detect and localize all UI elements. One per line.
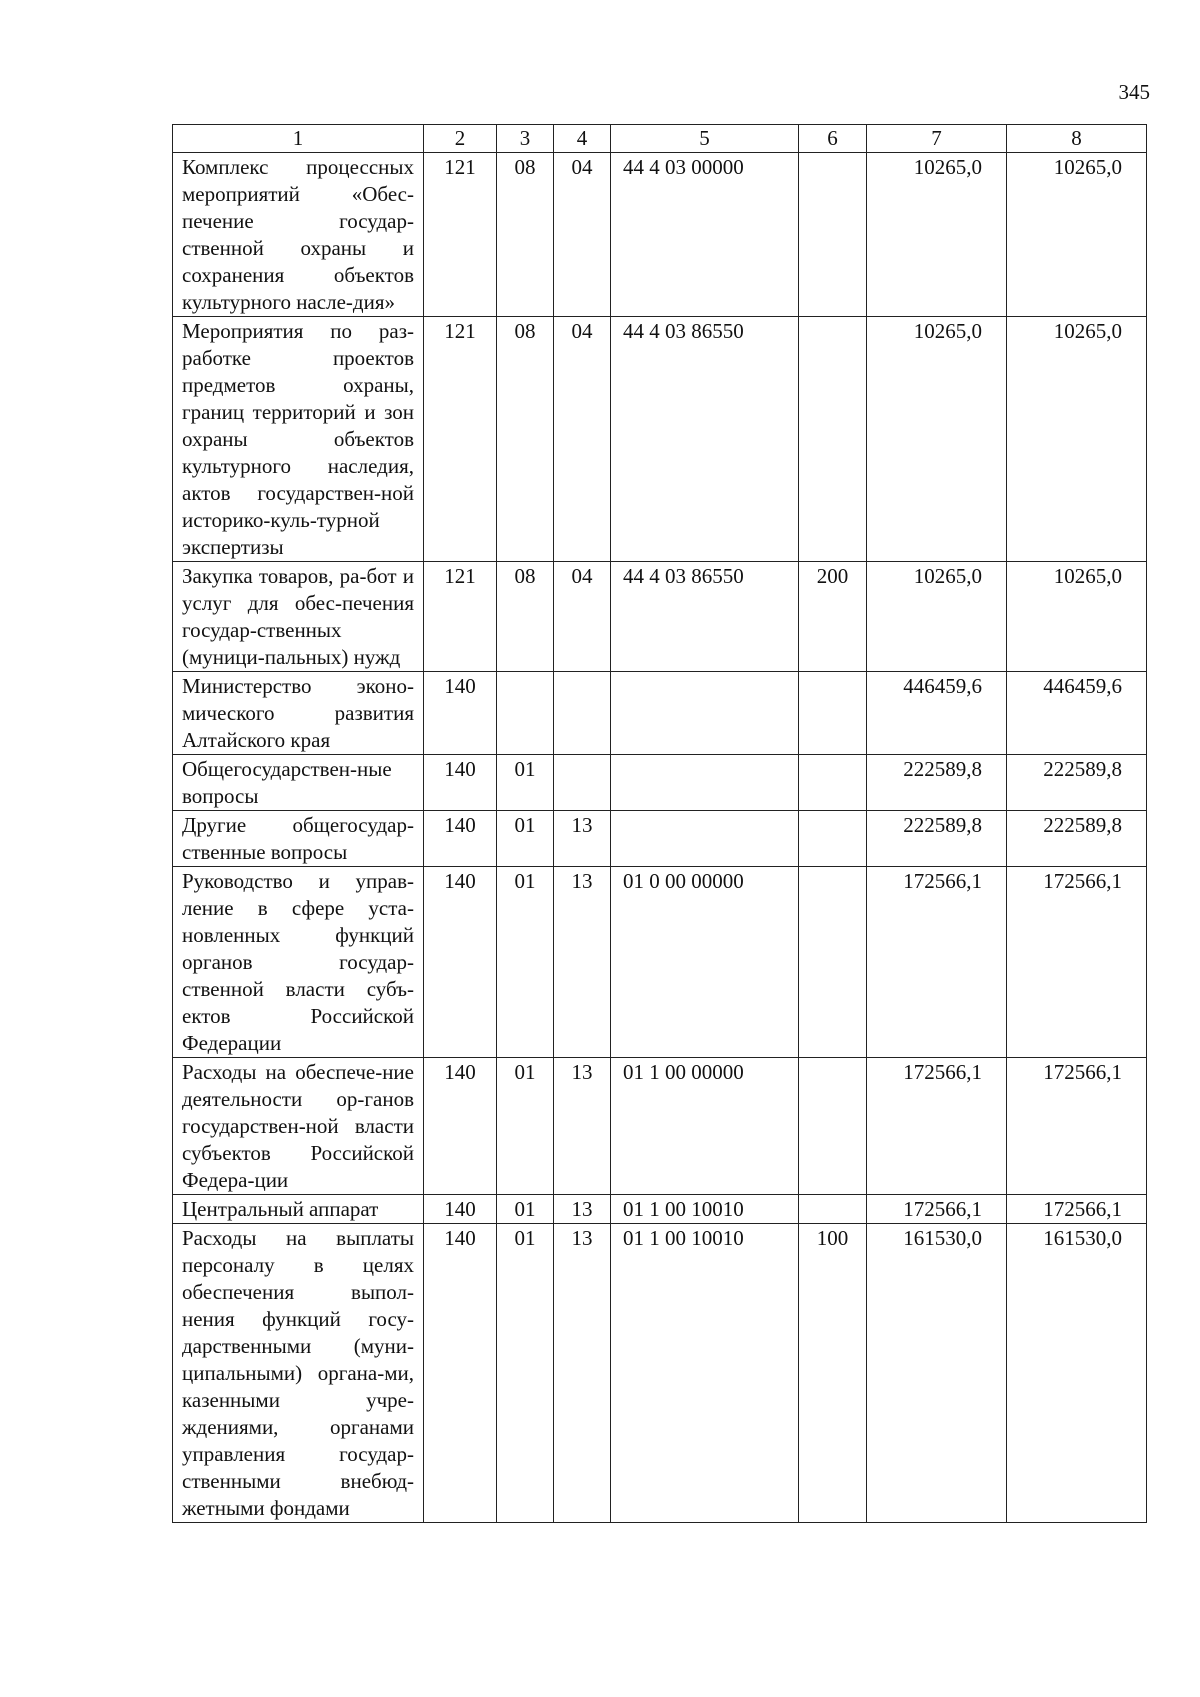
row-name-cell: Закупка товаров, ра-бот и услуг для обес-печения государ-ственных (муници-пальных) нужд — [173, 562, 424, 672]
amount-cell: 222589,8 — [1007, 811, 1147, 867]
expense-type-cell — [799, 672, 867, 755]
amount-cell: 446459,6 — [867, 672, 1007, 755]
amount-cell: 172566,1 — [867, 1058, 1007, 1195]
subsection-cell — [554, 672, 611, 755]
admin-code-cell: 140 — [424, 811, 497, 867]
admin-code-cell: 121 — [424, 317, 497, 562]
column-header: 5 — [611, 125, 799, 153]
amount-cell: 172566,1 — [867, 1195, 1007, 1224]
section-cell: 08 — [497, 317, 554, 562]
subsection-cell — [554, 755, 611, 811]
row-name-cell: Общегосударствен-ные вопросы — [173, 755, 424, 811]
amount-cell: 10265,0 — [867, 153, 1007, 317]
section-cell: 01 — [497, 1058, 554, 1195]
row-name-cell: Мероприятия по раз-работке проектов предметов охраны, границ территорий и зон охраны объектов культурного наследия, актов государствен-ной историко-куль-турной экспертизы — [173, 317, 424, 562]
expense-type-cell — [799, 317, 867, 562]
table-row — [173, 1224, 1147, 1523]
row-name-cell: Расходы на выплаты персоналу в целях обеспечения выпол-нения функций госу-дарственными (муни-ципальными) органа-ми, казенными учре-ждениями, органами управления государ-ственными внебюд-жетными фондами — [173, 1224, 424, 1523]
admin-code-cell: 140 — [424, 1058, 497, 1195]
column-header: 8 — [1007, 125, 1147, 153]
subsection-cell: 13 — [554, 811, 611, 867]
admin-code-cell: 140 — [424, 672, 497, 755]
expense-type-cell: 200 — [799, 562, 867, 672]
admin-code-cell: 140 — [424, 867, 497, 1058]
expense-type-cell — [799, 153, 867, 317]
row-name-cell: Министерство эконо-мического развития Алтайского края — [173, 672, 424, 755]
row-name-cell: Руководство и управ-ление в сфере уста-новленных функций органов государ-ственной власти субъ-ектов Российской Федерации — [173, 867, 424, 1058]
expense-type-cell: 100 — [799, 1224, 867, 1523]
expense-type-cell — [799, 755, 867, 811]
row-name-cell: Другие общегосудар-ственные вопросы — [173, 811, 424, 867]
amount-cell: 172566,1 — [1007, 1195, 1147, 1224]
subsection-cell: 13 — [554, 1058, 611, 1195]
column-header: 6 — [799, 125, 867, 153]
amount-cell: 10265,0 — [1007, 153, 1147, 317]
row-name-cell: Центральный аппарат — [173, 1195, 424, 1224]
column-header: 1 — [173, 125, 424, 153]
admin-code-cell: 121 — [424, 562, 497, 672]
target-article-cell — [611, 755, 799, 811]
table-row — [173, 317, 1147, 562]
admin-code-cell: 140 — [424, 1195, 497, 1224]
subsection-cell: 04 — [554, 153, 611, 317]
section-cell: 01 — [497, 755, 554, 811]
budget-table — [172, 124, 1147, 1523]
subsection-cell: 04 — [554, 317, 611, 562]
section-cell: 08 — [497, 562, 554, 672]
table-header-row — [173, 125, 1147, 153]
target-article-cell: 44 4 03 86550 — [611, 317, 799, 562]
expense-type-cell — [799, 811, 867, 867]
table-row — [173, 867, 1147, 1058]
table-row — [173, 1058, 1147, 1195]
page-number: 345 — [1118, 80, 1150, 104]
expense-type-cell — [799, 867, 867, 1058]
table-row — [173, 672, 1147, 755]
target-article-cell: 01 1 00 00000 — [611, 1058, 799, 1195]
row-name-cell: Расходы на обеспече-ние деятельности ор-ганов государствен-ной власти субъектов Российской Федера-ции — [173, 1058, 424, 1195]
target-article-cell: 01 1 00 10010 — [611, 1224, 799, 1523]
admin-code-cell: 121 — [424, 153, 497, 317]
target-article-cell — [611, 811, 799, 867]
amount-cell: 161530,0 — [867, 1224, 1007, 1523]
amount-cell: 172566,1 — [1007, 867, 1147, 1058]
section-cell: 08 — [497, 153, 554, 317]
column-header: 2 — [424, 125, 497, 153]
amount-cell: 10265,0 — [867, 562, 1007, 672]
section-cell: 01 — [497, 1195, 554, 1224]
column-header: 3 — [497, 125, 554, 153]
amount-cell: 10265,0 — [867, 317, 1007, 562]
subsection-cell: 13 — [554, 1224, 611, 1523]
amount-cell: 172566,1 — [1007, 1058, 1147, 1195]
section-cell — [497, 672, 554, 755]
amount-cell: 161530,0 — [1007, 1224, 1147, 1523]
column-header: 4 — [554, 125, 611, 153]
expense-type-cell — [799, 1195, 867, 1224]
row-name-cell: Комплекс процессных мероприятий «Обес-печение государ-ственной охраны и сохранения объектов культурного насле-дия» — [173, 153, 424, 317]
table-row — [173, 562, 1147, 672]
admin-code-cell: 140 — [424, 755, 497, 811]
section-cell: 01 — [497, 867, 554, 1058]
amount-cell: 222589,8 — [867, 811, 1007, 867]
amount-cell: 222589,8 — [1007, 755, 1147, 811]
expense-type-cell — [799, 1058, 867, 1195]
amount-cell: 172566,1 — [867, 867, 1007, 1058]
section-cell: 01 — [497, 811, 554, 867]
amount-cell: 10265,0 — [1007, 562, 1147, 672]
admin-code-cell: 140 — [424, 1224, 497, 1523]
table-row — [173, 811, 1147, 867]
table-row — [173, 1195, 1147, 1224]
subsection-cell: 13 — [554, 1195, 611, 1224]
subsection-cell: 04 — [554, 562, 611, 672]
target-article-cell — [611, 672, 799, 755]
amount-cell: 222589,8 — [867, 755, 1007, 811]
section-cell: 01 — [497, 1224, 554, 1523]
column-header: 7 — [867, 125, 1007, 153]
target-article-cell: 01 0 00 00000 — [611, 867, 799, 1058]
subsection-cell: 13 — [554, 867, 611, 1058]
table-row — [173, 755, 1147, 811]
target-article-cell: 44 4 03 86550 — [611, 562, 799, 672]
table-row — [173, 153, 1147, 317]
amount-cell: 10265,0 — [1007, 317, 1147, 562]
target-article-cell: 01 1 00 10010 — [611, 1195, 799, 1224]
target-article-cell: 44 4 03 00000 — [611, 153, 799, 317]
amount-cell: 446459,6 — [1007, 672, 1147, 755]
